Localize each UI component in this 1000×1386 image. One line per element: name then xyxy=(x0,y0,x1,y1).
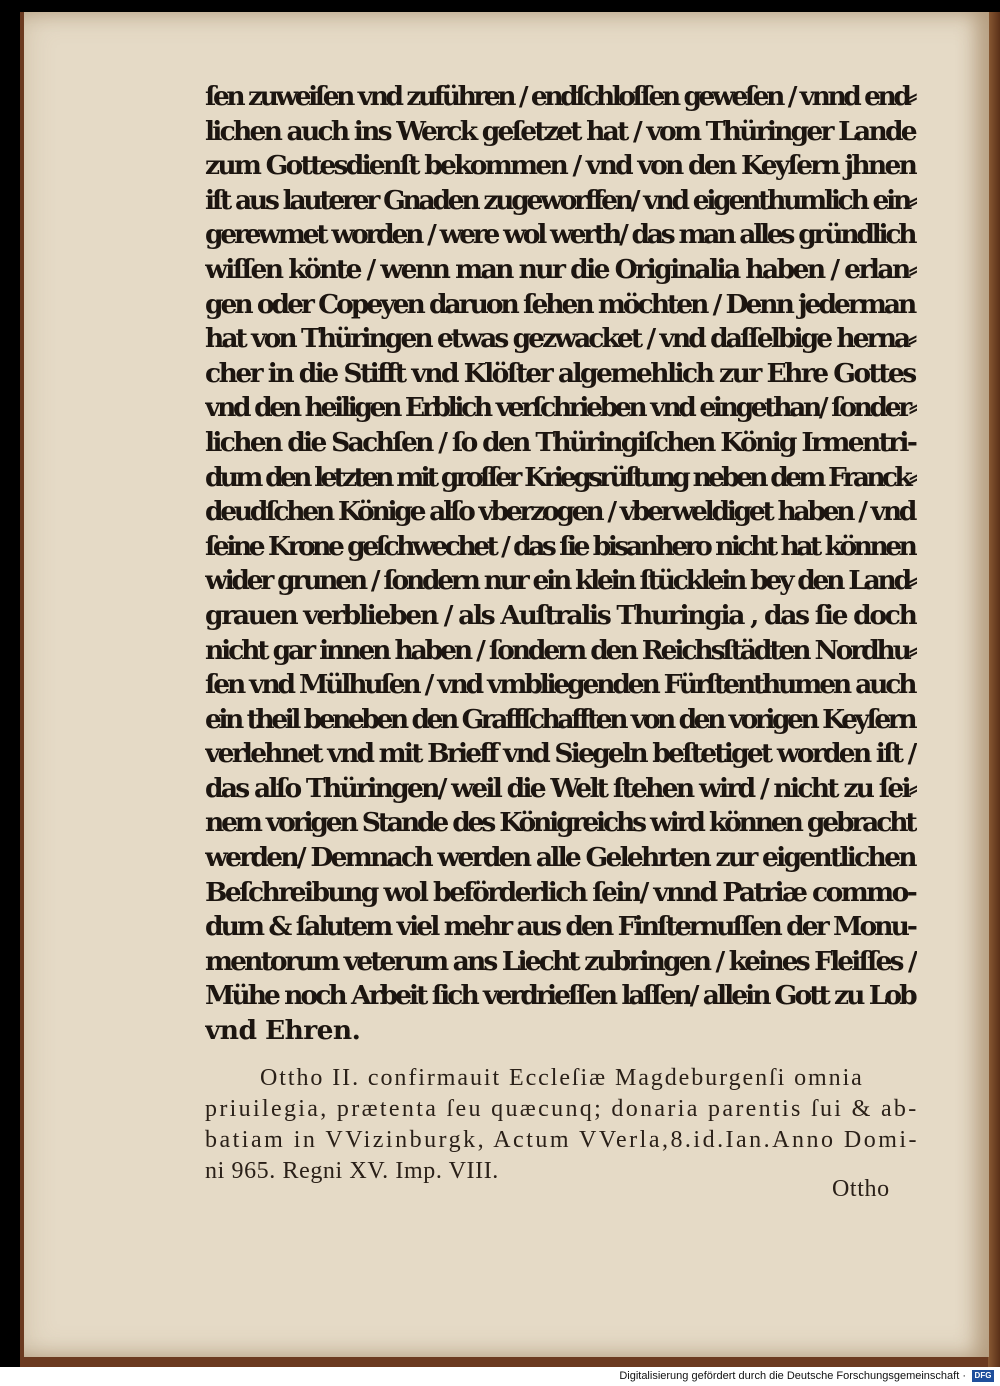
text-line: vnd den heiligen Erblich verſchrieben vnd eingethan/ ſonder⸗ xyxy=(205,392,915,424)
text-line: das alſo Thüringen/ weil die Welt ſtehen wird / nicht zu ſei⸗ xyxy=(205,772,916,804)
text-line: cher in die Stifft vnd Klöſter algemehlich zur Ehre Gottes xyxy=(205,357,915,389)
text-line: mentorum veterum ans Liecht zubringen / keines Fleiſſes / xyxy=(205,945,915,977)
text-line: dum & ſalutem viel mehr aus den Finſternuſſen der Monu- xyxy=(205,911,916,943)
text-line: wider grunen / ſondern nur ein klein ſtücklein bey den Land⸗ xyxy=(205,565,915,597)
german-paragraph xyxy=(205,80,917,1049)
text-line: nem vorigen Stande des Königreichs wird können gebracht xyxy=(205,807,915,839)
page-text xyxy=(205,80,920,1187)
text-line: gen oder Copeyen daruon ſehen möchten / Denn jederman xyxy=(205,288,915,320)
latin-line: Ottho II. confirmauit Eccleſiæ Magdeburgenſi omnia xyxy=(260,1064,864,1091)
text-line: iſt aus lauterer Gnaden zugeworffen/ vnd eigenthumlich ein⸗ xyxy=(205,184,915,216)
text-line: ſen vnd Mülhuſen / vnd vmbliegenden Fürſtenthumen auch xyxy=(205,669,915,701)
text-line: grauen verblieben / als Auſtralis Thuringia , das ſie doch xyxy=(205,599,916,631)
text-line: lichen die Sachſen / ſo den Thüringiſchen König Irmentri- xyxy=(205,426,916,458)
latin-paragraph xyxy=(205,1063,920,1187)
text-line: dum den letzten mit groſſer Kriegsrüſtung neben dem Franck⸗ xyxy=(205,461,915,493)
catchword: Ottho xyxy=(832,1176,890,1202)
text-line: lichen auch ins Werck geſetzet hat / vom Thüringer Lande xyxy=(205,115,915,147)
text-line: zum Gottesdienſt bekommen / vnd von den Keyſern jhnen xyxy=(205,150,916,182)
footer-credit: Digitalisierung gefördert durch die Deutsche Forschungsgemeinschaft · xyxy=(619,1370,966,1382)
dfg-logo-icon: DFG xyxy=(972,1370,994,1382)
text-line: vnd Ehren. xyxy=(205,1015,361,1047)
latin-line: batiam in VVizinburgk, Actum VVerla,8.id.Ian.Anno Domi- xyxy=(205,1126,920,1153)
page-edge xyxy=(988,12,1000,1367)
text-line: verlehnet vnd mit Brieff vnd Siegeln beſtetiget worden iſt / xyxy=(205,738,915,770)
text-line: wiſſen könte / wenn man nur die Originalia haben / erlan⸗ xyxy=(205,253,916,285)
text-line: hat von Thüringen etwas gezwacket / vnd daſſelbige herna⸗ xyxy=(205,323,915,355)
footer-bar xyxy=(0,1367,1000,1386)
text-line: ein theil beneben den Graffſchafften von den vorigen Keyſern xyxy=(205,703,915,735)
text-line: nicht gar innen haben / ſondern den Reichsſtädten Nordhu⸗ xyxy=(205,634,915,666)
scan-border xyxy=(0,0,18,1386)
text-line: Mühe noch Arbeit ſich verdrieſſen laſſen/ allein Gott zu Lob xyxy=(205,980,915,1012)
text-line: deudſchen Könige alſo vberzogen / vberweldiget haben / vnd xyxy=(205,496,915,528)
text-line: Beſchreibung wol beförderlich ſein/ vnnd Patriæ commo- xyxy=(205,876,916,908)
text-line: ſeine Krone geſchwechet / das ſie bisanhero nicht hat können xyxy=(205,530,915,562)
text-line: ſen zuweiſen vnd zuführen / endſchloſſen geweſen / vnnd end⸗ xyxy=(205,81,914,112)
text-line: gerewmet worden / were wol werth/ das man alles gründlich xyxy=(205,219,915,251)
latin-line: ni 965. Regni XV. Imp. VIII. xyxy=(205,1157,499,1184)
latin-line: priuilegia, prætenta ſeu quæcunq; donaria parentis ſui & ab- xyxy=(205,1095,919,1122)
text-line: werden/ Demnach werden alle Gelehrten zur eigentlichen xyxy=(205,842,915,874)
